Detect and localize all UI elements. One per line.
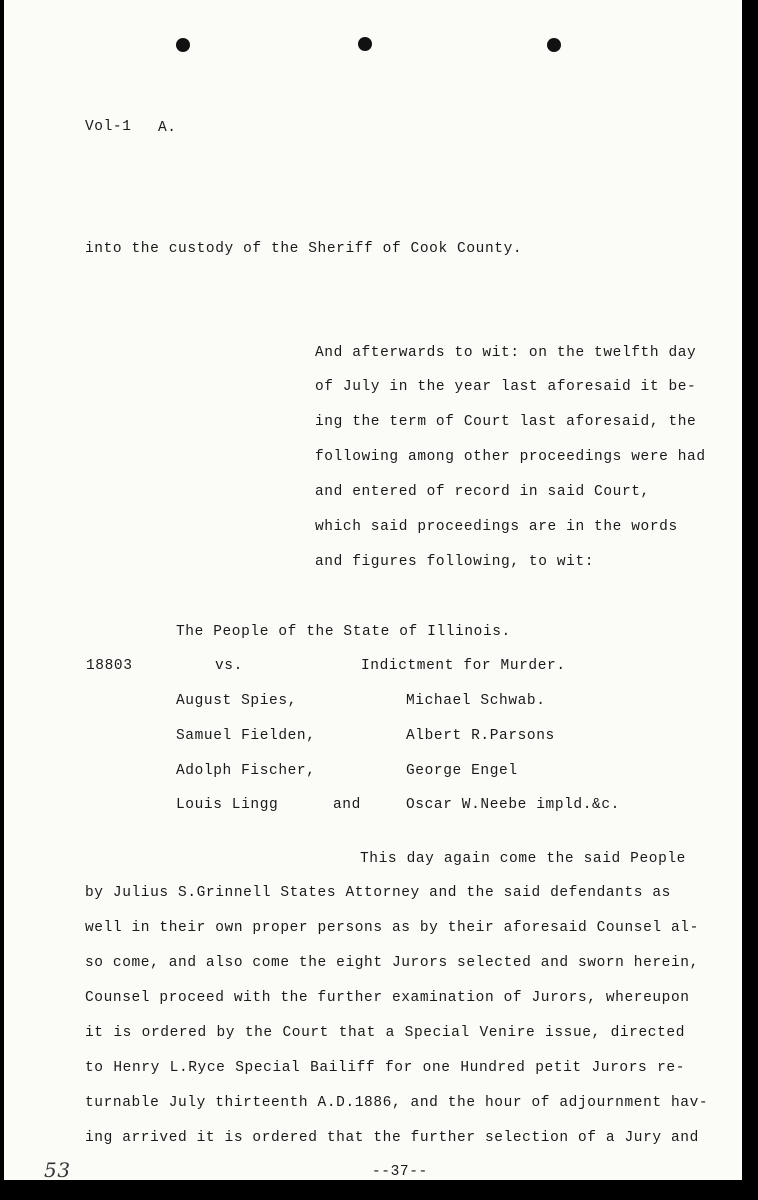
caption-vs: vs.: [215, 658, 243, 674]
defendant-right: Albert R.Parsons: [406, 728, 555, 744]
afterwards-line: which said proceedings are in the words: [315, 519, 678, 535]
handwritten-page-number: 53: [44, 1158, 71, 1180]
opening-line: into the custody of the Sheriff of Cook County.: [85, 241, 523, 257]
defendant-left: Louis Lingg: [176, 797, 279, 813]
scan-border-right: [742, 0, 758, 1200]
body-line: turnable July thirteenth A.D.1886, and the hour of adjournment hav-: [85, 1095, 709, 1111]
punch-hole-center: [358, 37, 372, 51]
defendant-right: Michael Schwab.: [406, 693, 546, 709]
defendant-left: Adolph Fischer,: [176, 763, 316, 779]
section-letter: A.: [158, 120, 177, 136]
afterwards-line: and entered of record in said Court,: [315, 484, 650, 500]
body-line: ing arrived it is ordered that the further selection of a Jury and: [85, 1130, 699, 1146]
afterwards-line: of July in the year last aforesaid it be-: [315, 379, 697, 395]
body-line: so come, and also come the eight Jurors selected and sworn herein,: [85, 955, 699, 971]
body-line: it is ordered by the Court that a Special Venire issue, directed: [85, 1025, 685, 1041]
page-number: --37--: [372, 1164, 428, 1180]
caption-title: The People of the State of Illinois.: [176, 624, 511, 640]
document-page: [4, 0, 742, 1180]
body-line: by Julius S.Grinnell States Attorney and the said defendants as: [85, 885, 671, 901]
caption-charge: Indictment for Murder.: [361, 658, 566, 674]
scan-border-bottom: [0, 1180, 758, 1200]
volume-label: Vol-1: [85, 119, 132, 135]
defendant-right: George Engel: [406, 763, 518, 779]
afterwards-line: And afterwards to wit: on the twelfth day: [315, 345, 697, 361]
afterwards-line: following among other proceedings were had: [315, 449, 706, 465]
body-line: well in their own proper persons as by their aforesaid Counsel al-: [85, 920, 699, 936]
defendant-right: Oscar W.Neebe impld.&c.: [406, 797, 620, 813]
punch-hole-left: [176, 38, 190, 52]
body-line: Counsel proceed with the further examination of Jurors, whereupon: [85, 990, 690, 1006]
body-line: to Henry L.Ryce Special Bailiff for one Hundred petit Jurors re-: [85, 1060, 685, 1076]
case-number: 18803: [86, 658, 133, 674]
defendant-left: August Spies,: [176, 693, 297, 709]
body-line: This day again come the said People: [360, 851, 686, 867]
caption-and: and: [333, 797, 361, 813]
defendant-left: Samuel Fielden,: [176, 728, 316, 744]
afterwards-line: ing the term of Court last aforesaid, the: [315, 414, 697, 430]
punch-hole-right: [547, 38, 561, 52]
afterwards-line: and figures following, to wit:: [315, 554, 595, 570]
